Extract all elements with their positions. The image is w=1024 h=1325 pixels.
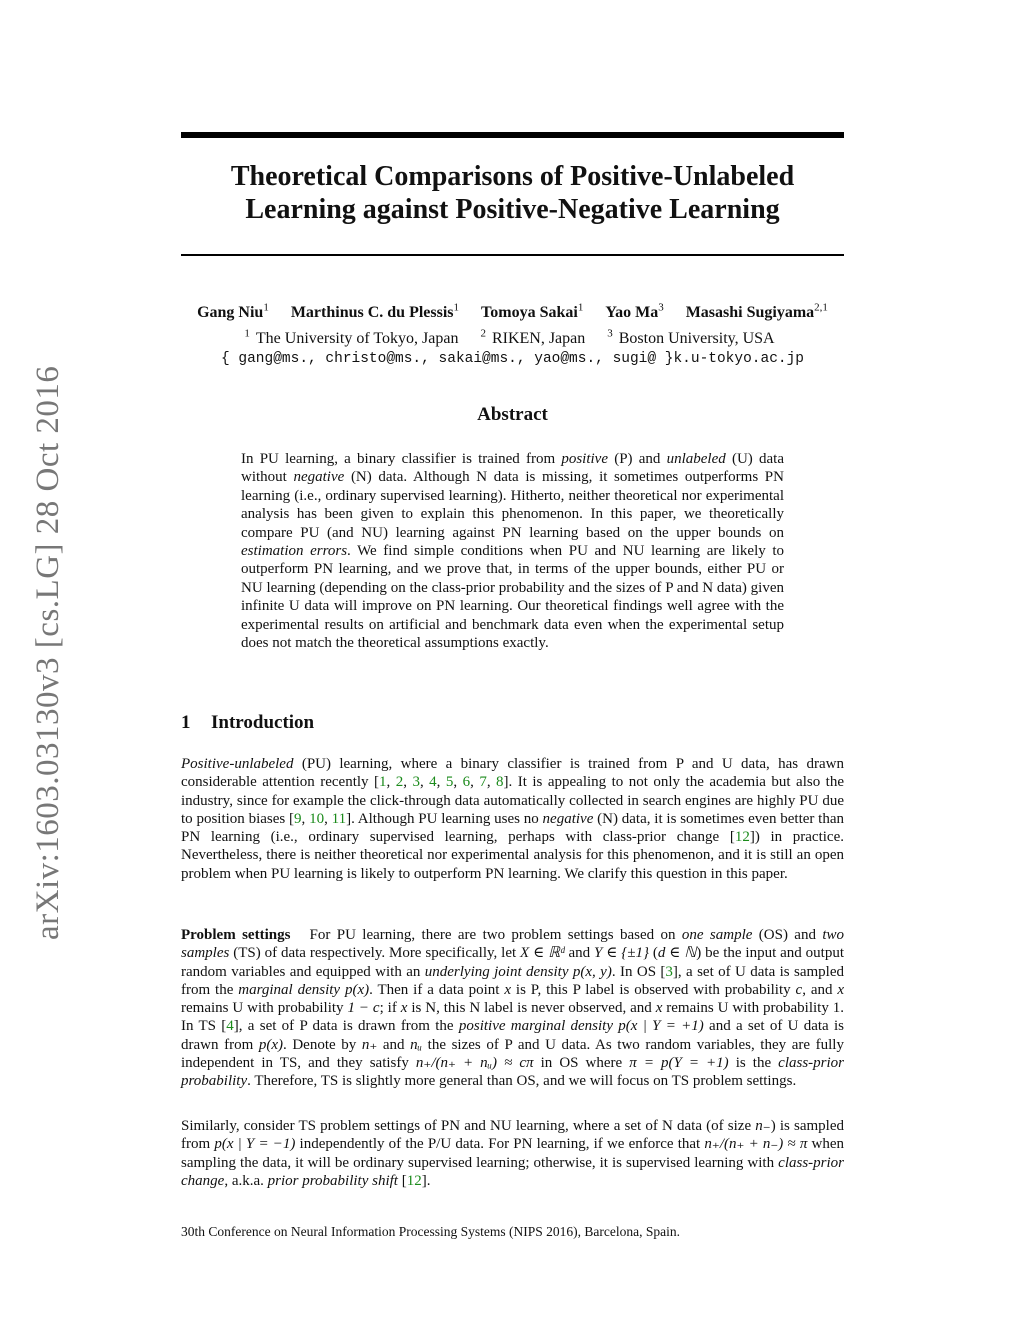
- author: Tomoya Sakai$^1$: [481, 302, 584, 322]
- title-bottom-rule: [181, 254, 844, 256]
- conference-footer: 30th Conference on Neural Information Processing Systems (NIPS 2016), Barcelona, Spain.: [181, 1224, 681, 1239]
- affiliation: $^3$ Boston University, USA: [607, 327, 775, 347]
- affiliation: $^1$ The University of Tokyo, Japan: [244, 327, 459, 347]
- author-block: [150, 298, 875, 370]
- paper-title: [181, 160, 844, 226]
- author: Masashi Sugiyama$^{2,1}$: [685, 302, 828, 322]
- citation-link[interactable]: 7: [479, 774, 487, 791]
- citation-link[interactable]: 12: [406, 1172, 422, 1189]
- citation-link[interactable]: 5: [445, 774, 454, 791]
- citation-link[interactable]: 2: [395, 774, 404, 791]
- citation-link[interactable]: 12: [734, 829, 750, 846]
- author: Yao Ma$^3$: [605, 302, 664, 322]
- section-heading-introduction: 1 Introduction: [181, 712, 315, 733]
- citation-link[interactable]: 11: [331, 810, 347, 827]
- affiliations: [150, 323, 875, 348]
- citation-link[interactable]: 1: [379, 774, 387, 791]
- affiliation: $^2$ RIKEN, Japan: [480, 327, 586, 347]
- citation-link[interactable]: 8: [496, 774, 504, 791]
- title-top-rule: [181, 132, 844, 138]
- citation-link[interactable]: 6: [462, 774, 471, 791]
- author: Gang Niu$^1$: [197, 302, 269, 322]
- citation-link[interactable]: 4: [226, 1018, 234, 1035]
- paragraph-heading: Problem settings: [181, 927, 291, 943]
- title-line-2: Learning against Positive-Negative Learning: [245, 194, 780, 225]
- citation-link[interactable]: 9: [294, 810, 302, 827]
- citation-link[interactable]: 3: [665, 963, 673, 980]
- author: Marthinus C. du Plessis$^1$: [290, 302, 460, 322]
- abstract-heading: Abstract: [477, 404, 548, 425]
- title-line-1: Theoretical Comparisons of Positive-Unlabeled: [230, 161, 795, 192]
- author-list: [150, 298, 875, 323]
- abstract-body: In PU learning, a binary classifier is trained from positive (P) and unlabeled (U) data without negative (N) data. Although N data is missing, it sometimes outperforms PN learning (i.e., ordinary supervised learning). Hitherto, neither theoretical nor experimental analysis has been given to explain this phenomenon. In this paper, we theoretically compare PU (and NU) learning against PN learning based on the upper bounds on estimation errors. We find simple conditions when PU and NU learning are likely to outperform PN learning, and we prove that, in terms of the upper bounds, either PU or NU learning (depending on the class-prior probability and the sizes of P and N data) given infinite U data will improve on PN learning. Our theoretical findings well agree with the experimental results on artificial and benchmark data even when the experimental setup does not match the theoretical assumptions exactly.: [241, 451, 784, 652]
- intro-paragraph-3: Similarly, consider TS problem settings of PN and NU learning, where a set of N data (of size n₋) is sampled from p(x | Y = −1) independently of the P/U data. For PN learning, if we enforce that n₊/(n₊ + n₋) ≈ π when sampling the data, it will be ordinary supervised learning; otherwise, it is supervised learning with class-prior change, a.k.a. prior probability shift [12].: [181, 1118, 845, 1189]
- citation-link[interactable]: 4: [429, 774, 437, 791]
- problem-settings-paragraph: Problem settings For PU learning, there are two problem settings based on one sample (OS) and two samples (TS) of data respectively. More specifically, let X ∈ ℝᵈ and Y ∈ {±1} (d ∈ ℕ) be the input and output random variables and equipped with an underlying joint density p(x, y). In OS [3], a set of U data is sampled from the marginal density p(x). Then if a data point x is P, this P label is observed with probability c, and x remains U with probability 1 − c; if x is N, this N label is never observed, and x remains U with probability 1. In TS [4], a set of P data is drawn from the positive marginal density p(x | Y = +1) and a set of U data is drawn from p(x). Denote by n₊ and nᵤ the sizes of P and U data. As two random variables, they are fully independent in TS, and they satisfy n₊/(n₊ + nᵤ) ≈ cπ in OS where π = p(Y = +1) is the class-prior probability. Therefore, TS is slightly more general than OS, and we will focus on TS problem settings.: [181, 927, 845, 1090]
- citation-link[interactable]: 10: [309, 810, 325, 827]
- author-emails: { gang@ms., christo@ms., sakai@ms., yao@ms., sugi@ }k.u-tokyo.ac.jp: [221, 350, 804, 367]
- arxiv-stamp: arXiv:1603.03130v3 [cs.LG] 28 Oct 2016: [30, 365, 66, 940]
- citation-link[interactable]: 3: [412, 774, 420, 791]
- intro-paragraph-1: Positive-unlabeled (PU) learning, where a binary classifier is trained from P and U data, has drawn considerable attention recently [1, 2, 3, 4, 5, 6, 7, 8]. It is appealing to not only the academia but also the industry, since for example the click-through data automatically collected in search engines are highly PU due to position biases [9, 10, 11]. Although PU learning uses no negative (N) data, it is sometimes even better than PN learning (i.e., ordinary supervised learning, perhaps with class-prior change [12]) in practice. Nevertheless, there is neither theoretical nor experimental analysis for this phenomenon, and it is still an open problem when PU learning is likely to outperform PN learning. We clarify this question in this paper.: [181, 756, 845, 882]
